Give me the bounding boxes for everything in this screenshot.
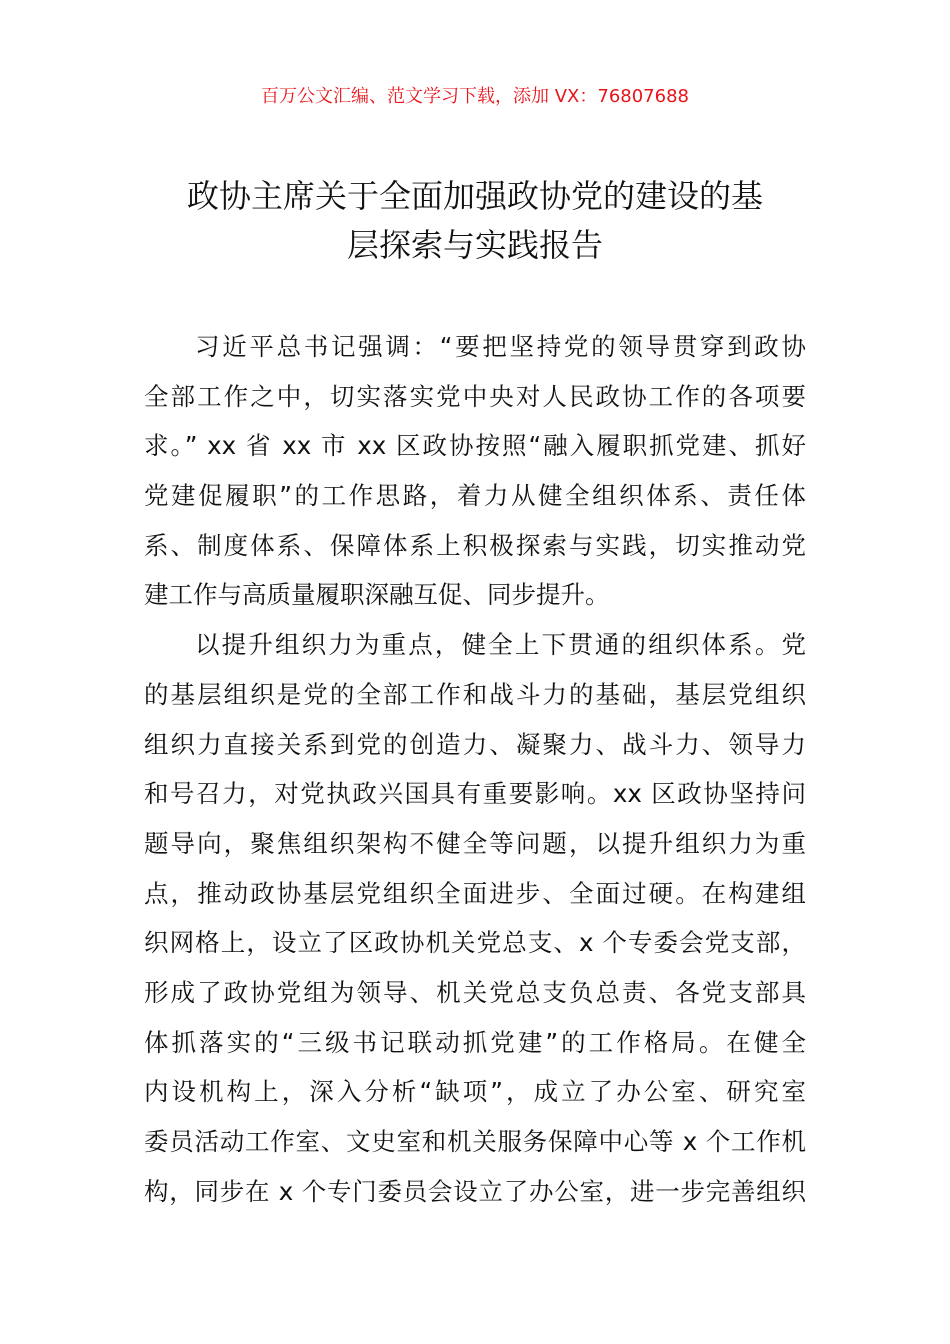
title-line: 层探索与实践报告 <box>346 226 603 264</box>
text-line: 的基层组织是党的全部工作和战斗力的基础，基层党组织 <box>144 679 806 709</box>
text-line: 全部工作之中，切实落实党中央对人民政协工作的各项要 <box>144 381 806 411</box>
text-line: 系、制度体系、保障体系上积极探索与实践，切实推动党 <box>144 530 806 560</box>
text-line: 建工作与高质量履职深融互促、同步提升。 <box>144 580 610 610</box>
text-line: 党建促履职”的工作思路，着力从健全组织体系、责任体 <box>144 481 806 511</box>
text-line: 织网格上，设立了区政协机关党总支、x 个专委会党支部， <box>144 928 806 958</box>
text-line: 题导向，聚焦组织架构不健全等问题，以提升组织力为重 <box>144 828 806 858</box>
text-line: 组织力直接关系到党的创造力、凝聚力、战斗力、领导力 <box>144 729 806 759</box>
paragraph <box>144 322 806 620</box>
text-line: 委员活动工作室、文史室和机关服务保障中心等 x 个工作机 <box>144 1127 806 1156</box>
paragraph <box>144 620 806 1216</box>
text-line: 点，推动政协基层党组织全面进步、全面过硬。在构建组 <box>144 878 806 908</box>
title-line: 政协主席关于全面加强政协党的建设的基 <box>186 177 763 215</box>
text-line: 以提升组织力为重点，健全上下贯通的组织体系。党 <box>195 630 806 660</box>
text-line: 习近平总书记强调：“要把坚持党的领导贯穿到政协 <box>195 332 806 361</box>
text-line: 体抓落实的“三级书记联动抓党建”的工作格局。在健全 <box>144 1027 806 1057</box>
text-line: 求。” xx 省 xx 市 xx 区政协按照“融入履职抓党建、抓好 <box>144 431 806 461</box>
text-line: 形成了政协党组为领导、机关党总支负总责、各党支部具 <box>144 977 806 1007</box>
document-body <box>144 322 806 1216</box>
header-note: 百万公文汇编、范文学习下载，添加 VX：76807688 <box>261 86 689 107</box>
text-line: 构，同步在 x 个专门委员会设立了办公室，进一步完善组织 <box>144 1176 806 1206</box>
text-line: 内设机构上，深入分析“缺项”，成立了办公室、研究室 <box>144 1077 806 1107</box>
document-title <box>140 172 810 270</box>
text-line: 和号召力，对党执政兴国具有重要影响。xx 区政协坚持问 <box>144 779 806 809</box>
